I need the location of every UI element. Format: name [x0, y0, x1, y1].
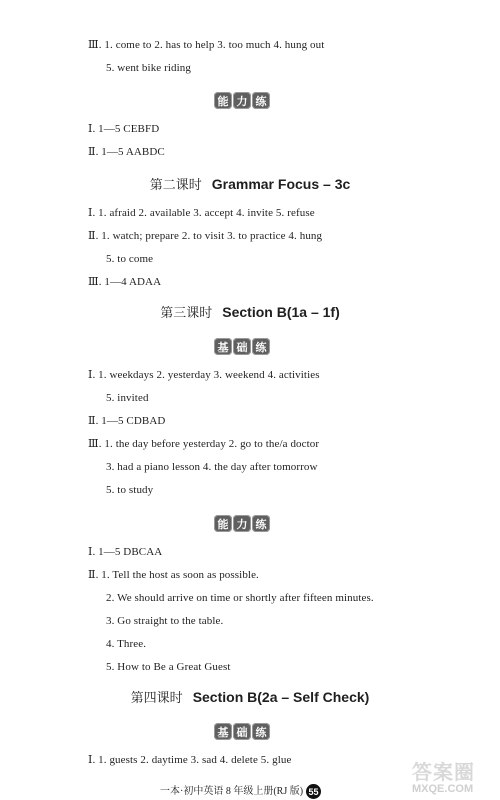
badge-char: 能: [214, 515, 232, 532]
answer-line: Ⅲ. 1—4 ADAA: [88, 276, 162, 288]
answer-line: 5. to come: [106, 253, 154, 265]
answer-line: Ⅰ. 1. guests 2. daytime 3. sad 4. delete 5. glue: [88, 754, 292, 766]
watermark-logo-text: 答案圈: [412, 760, 475, 784]
badge-char: 力: [233, 515, 251, 532]
badge-char: 练: [252, 338, 270, 355]
answer-line: Ⅰ. 1—5 CEBFD: [88, 123, 160, 135]
site-watermark: [412, 756, 496, 798]
answer-line: Ⅲ. 1. come to 2. has to help 3. too much 4. hung out: [88, 39, 325, 51]
badge-char: 能: [214, 92, 232, 109]
basic-practice-badge: [214, 723, 270, 740]
badge-char: 练: [252, 515, 270, 532]
answer-line: Ⅰ. 1. weekdays 2. yesterday 3. weekend 4. activities: [88, 369, 320, 381]
badge-char: 基: [214, 338, 232, 355]
lesson-number: 第二课时: [149, 178, 202, 193]
watermark-url: MXQE.COM: [412, 783, 474, 795]
lesson-number: 第三课时: [160, 306, 213, 321]
answer-line: 3. had a piano lesson 4. the day after tomorrow: [106, 461, 318, 473]
section-heading: [0, 175, 500, 195]
ability-practice-badge: [214, 92, 270, 109]
answer-line: Ⅱ. 1—5 AABDC: [88, 146, 165, 158]
answer-line: Ⅰ. 1. afraid 2. available 3. accept 4. invite 5. refuse: [88, 207, 315, 219]
answer-line: Ⅲ. 1. the day before yesterday 2. go to the/a doctor: [88, 438, 320, 450]
badge-char: 练: [252, 92, 270, 109]
lesson-title: Section B(1a – 1f): [222, 304, 340, 320]
badge-char: 础: [233, 723, 251, 740]
basic-practice-badge: [214, 338, 270, 355]
lesson-number: 第四课时: [130, 691, 183, 706]
answer-line: 3. Go straight to the table.: [106, 615, 224, 627]
badge-char: 练: [252, 723, 270, 740]
answer-line: 5. to study: [106, 484, 154, 496]
section-heading: [0, 688, 500, 708]
answer-line: 5. went bike riding: [106, 62, 191, 74]
answer-line: 5. How to Be a Great Guest: [106, 661, 231, 673]
answer-line: 2. We should arrive on time or shortly after fifteen minutes.: [106, 592, 374, 604]
footer-book-title: 一本·初中英语 8 年级上册(RJ 版): [160, 785, 304, 797]
answer-line: Ⅱ. 1. watch; prepare 2. to visit 3. to practice 4. hung: [88, 230, 323, 242]
badge-char: 力: [233, 92, 251, 109]
badge-char: 基: [214, 723, 232, 740]
answer-line: 5. invited: [106, 392, 149, 404]
ability-practice-badge: [214, 515, 270, 532]
lesson-title: Section B(2a – Self Check): [192, 689, 370, 705]
answer-line: 4. Three.: [106, 638, 147, 650]
answer-line: Ⅰ. 1—5 DBCAA: [88, 546, 163, 558]
page-footer: [160, 784, 321, 799]
answer-line: Ⅱ. 1. Tell the host as soon as possible.: [88, 569, 259, 581]
page-number: 55: [306, 784, 321, 799]
answer-line: Ⅱ. 1—5 CDBAD: [88, 415, 166, 427]
badge-char: 础: [233, 338, 251, 355]
lesson-title: Grammar Focus – 3c: [211, 176, 351, 192]
section-heading: [0, 303, 500, 323]
